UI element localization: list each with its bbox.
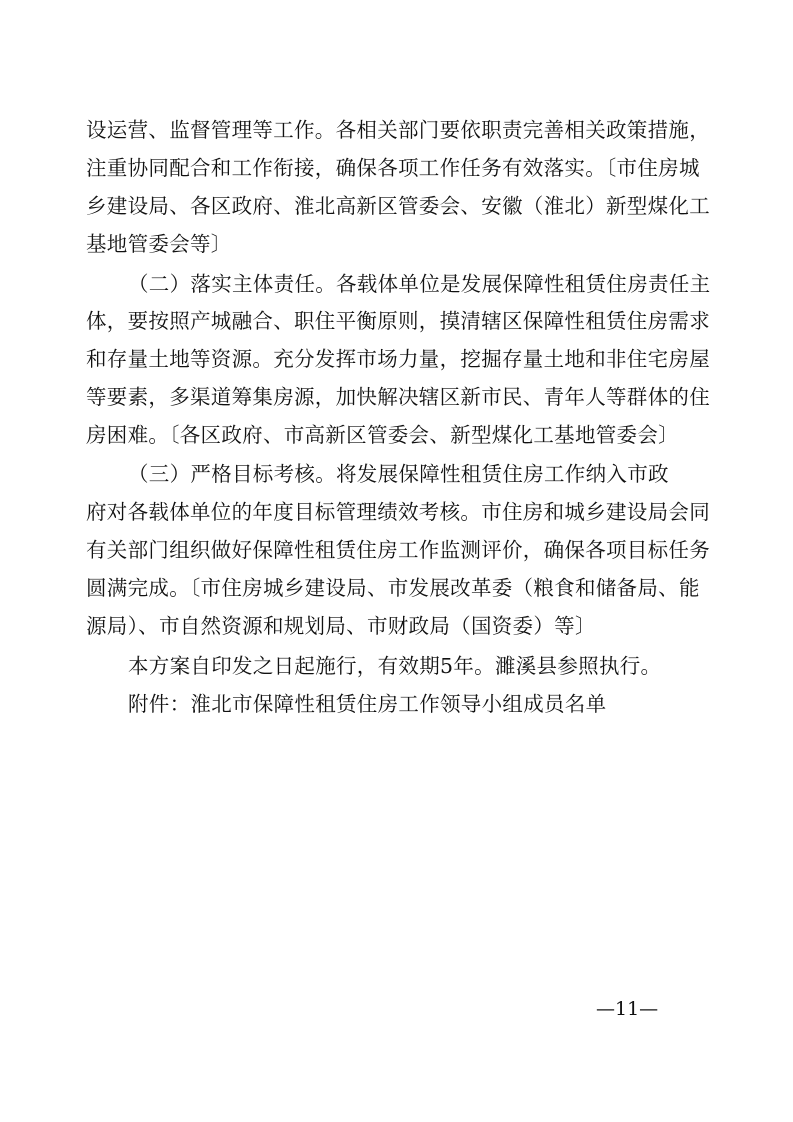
body-line-6: 体，要按照产城融合、职住平衡原则，摸清辖区保障性租赁住房需求 (86, 309, 710, 333)
body-line-9: 房困难。〔各区政府、市高新区管委会、新型煤化工基地管委会〕 (86, 423, 679, 447)
body-line-7: 和存量土地等资源。充分发挥市场力量，挖掘存量土地和非住宅房屋 (86, 347, 710, 371)
body-line-4: 基地管委会等〕 (86, 232, 232, 256)
attachment-line: 附件：淮北市保障性租赁住房工作领导小组成员名单 (128, 692, 607, 716)
body-line-11: 府对各载体单位的年度目标管理绩效考核。市住房和城乡建设局会同 (86, 500, 710, 524)
body-line-1: 设运营、监督管理等工作。各相关部门要依职责完善相关政策措施， (86, 118, 710, 142)
body-line-8: 等要素，多渠道筹集房源，加快解决辖区新市民、青年人等群体的住 (86, 385, 710, 409)
page-number: —11— (596, 998, 659, 1020)
body-line-3: 乡建设局、各区政府、淮北高新区管委会、安徽（淮北）新型煤化工 (86, 194, 710, 218)
body-line-13: 圆满完成。〔市住房城乡建设局、市发展改革委（粮食和储备局、能 (86, 576, 700, 600)
body-line-12: 有关部门组织做好保障性租赁住房工作监测评价，确保各项目标任务 (86, 538, 710, 562)
body-line-2: 注重协同配合和工作衔接，确保各项工作任务有效落实。〔市住房城 (86, 156, 700, 180)
section-two-heading-line: （二）落实主体责任。各载体单位是发展保障性租赁住房责任主 (128, 272, 711, 296)
effective-date-line: 本方案自印发之日起施行，有效期5年。濉溪县参照执行。 (128, 654, 662, 678)
section-three-heading-line: （三）严格目标考核。将发展保障性租赁住房工作纳入市政 (128, 462, 669, 486)
body-line-14: 源局）、市自然资源和规划局、市财政局（国资委）等〕 (86, 614, 596, 638)
